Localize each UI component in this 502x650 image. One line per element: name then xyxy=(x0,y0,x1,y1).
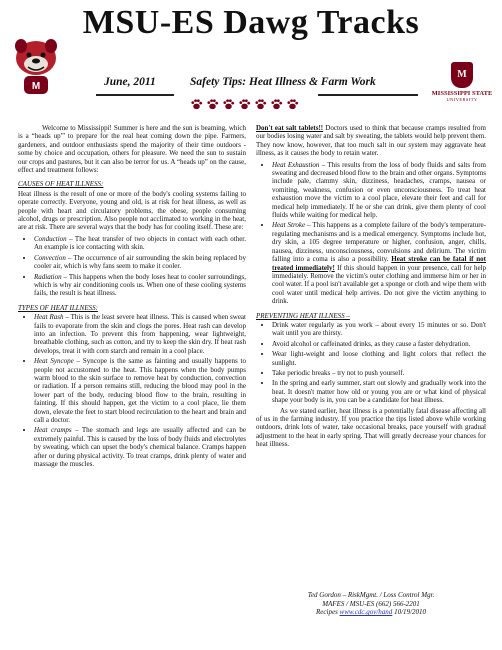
salt-warning: Don't eat salt tablets!! xyxy=(256,124,324,132)
bulldog-mascot-icon xyxy=(6,36,66,100)
paw-print-icon xyxy=(286,98,299,111)
left-column xyxy=(18,124,246,470)
header-rule-left xyxy=(96,94,174,96)
list-item: • Wear light-weight and loose clothing and light colors that reflect the sunlight. xyxy=(272,350,486,367)
msu-shield-icon: M xyxy=(451,62,473,88)
list-item xyxy=(34,313,246,355)
signature-org: MAFES / MSU-ES (662) 566-2201 xyxy=(322,599,420,608)
term: Heat cramps xyxy=(34,426,72,435)
term-text: – Syncope is the same as fainting and usually happens to people not accustomed to the heat. This happens when the body pumps warm blood to the skin surface to remove heat by conduction, convection or radiation. If a person remains still, reducing the blood may pool in the lower part of the body, reducing blood flow to the brain, resulting in fainting. If this should happen, get the victim to a cool place, lie them down, elevate the feet to start blood recirculation to the heart and brain and call a doctor. xyxy=(34,357,246,424)
list-item xyxy=(34,273,246,298)
causes-heading: CAUSES OF HEAT ILLNESS: xyxy=(18,180,104,189)
types-list xyxy=(18,313,246,468)
list-item xyxy=(272,161,486,220)
types-list-continued xyxy=(256,161,486,306)
issue-topic: Safety Tips: Heat Illness & Farm Work xyxy=(190,76,376,88)
paw-print-icon xyxy=(270,98,283,111)
term-text: – This happens as a complete failure of the body's temperature-regulating mechanisms and is a medical emergency. Symptoms include hot, dry skin, a 105 degree temperature or higher, confusion, anger, chills, nausea, dizziness, unconsciousness, convulsions and delirium. The victim falling into a coma is also a possibility. xyxy=(272,221,486,264)
list-item xyxy=(34,426,246,468)
source-date: 10/19/2010 xyxy=(392,608,426,617)
prevent-heading: PREVENTING HEAT ILLNESS – xyxy=(256,311,350,320)
source-link[interactable]: www.cdc.gov/hand xyxy=(339,608,393,617)
causes-list xyxy=(18,235,246,298)
signature-block xyxy=(256,591,486,617)
heat-stroke-warning: Heat stroke can be fatal if not treated immediately! xyxy=(272,255,486,272)
types-heading: TYPES OF HEAT ILLNESS: xyxy=(18,303,98,312)
term: Conduction xyxy=(34,234,67,243)
signature-name: Ted Gordon – RiskMgmt. / Loss Control Mgr. xyxy=(307,591,435,599)
term-text: – The stomach and legs are usually affected and can be extremely painful. This is caused by the loss of body fluids and electrolytes by sweating, which can upset the body's chemical balance. Cramps happen after or during physical activity. To treat cramps, drink plenty of water and massage the muscles. xyxy=(34,426,246,469)
term: Heat Stroke xyxy=(272,221,306,230)
term-text: – This happens when the body loses heat to cooler surroundings, which is why air conditioning cools us. When one of these cooling systems fails, the result is heat illness. xyxy=(34,272,246,298)
list-item xyxy=(34,235,246,252)
logo-name: MISSISSIPPI STATE xyxy=(431,90,493,97)
list-item xyxy=(34,357,246,424)
paw-print-icon xyxy=(206,98,219,111)
list-item: • Avoid alcohol or caffeinated drinks, as they cause a faster dehydration. xyxy=(272,340,486,348)
closing-paragraph: As we stated earlier, heat illness is a potentially fatal disease affecting all of us in the farming industry. If you practice the tips listed above while working outdoors, drink lots of water, take occasional breaks, pace yourself with gradual adjustment to the heat in early spring. That will greatly decrease your chances for heat illness. xyxy=(256,406,486,449)
paw-print-row xyxy=(190,98,300,112)
term-text: – This is the least severe heat illness. This is caused when sweat fails to evaporate from the skin and clogs the pores. Heat rash can develop into an infection. To prevent this from happening, wear lightweight, breathable clothing, such as cotton, and try to keep the skin dry. If heat rash develops, treat it with corn starch and remain in a cool place. xyxy=(34,313,246,355)
causes-paragraph: Heat illness is the result of one or more of the body's cooling systems failing to operate correctly. Everyone, young and old, is at risk for heat illness, as well as people with heart and circulatory problems, the obese, people consuming alcohol, drugs or prescription. Also people not acclimated to working in the heat, are at risk. There are several ways that the body has for cooling itself. These are: xyxy=(18,189,246,232)
paw-print-icon xyxy=(238,98,251,111)
term: Heat Syncope xyxy=(34,357,74,366)
paw-print-icon xyxy=(254,98,267,111)
list-item: • In the spring and early summer, start out slowly and gradually work into the heat. It doesn't matter how old or young you are or what kind of physical shape your body is in, you can be a candidate for heat illness. xyxy=(272,379,486,404)
signature-source xyxy=(256,608,486,617)
msu-logo xyxy=(428,62,496,112)
svg-text:M: M xyxy=(31,81,41,92)
term: Heat Exhaustion xyxy=(272,160,320,169)
salt-text: Doctors used to think that because cramps resulted from our bodies losing water and salt by sweating, the tablets would help prevent them. They now know, however, that too much salt in our system may aggravate heat illness, as it causes the body to retain water. xyxy=(256,124,486,158)
term-text: – This results from the loss of body fluids and salts from sweating and decreased blood flow to the brain and other organs. Symptoms include pale, clammy skin, dizziness, headaches, cramps, nausea or vomiting, weakness, confusion or even unconsciousness. To treat heat exhaustion move the victim to a cool place, elevate their feet and call for medical help immediately. If he or she can drink, give them plenty of cool fluids while waiting for medical help. xyxy=(272,160,486,220)
right-column xyxy=(256,124,486,452)
list-item xyxy=(272,221,486,305)
list-item: • Take periodic breaks – try not to push yourself. xyxy=(272,369,486,377)
term-text: – The heat transfer of two objects in contact with each other. An example is ice contacting with skin. xyxy=(34,234,246,252)
paw-print-icon xyxy=(190,98,203,111)
term-text: – The occurrence of air surrounding the skin being replaced by cooler air, which is why fans seem to make it cooler. xyxy=(34,253,246,271)
intro-paragraph: Welcome to Mississippi! Summer is here and the sun is beaming, which is a “heads up”' to prepare for the real heat coming down the pipe. Farmers, gardeners, and outdoor enthusiasts spend the majority of their time outdoors - some by choice and occupation, others for pleasure. We need the sun to sustain our crops and pastures, but it can also be terror for us. A “heads up” on the cause, effect and treatment follows: xyxy=(18,124,246,175)
logo-sub: UNIVERSITY xyxy=(446,97,478,102)
masthead-title: MSU-ES Dawg Tracks xyxy=(82,4,420,41)
salt-paragraph xyxy=(256,124,486,158)
list-item: • Drink water regularly as you work – about every 15 minutes or so. Don't wait until you are thirsty. xyxy=(272,321,486,338)
list-item xyxy=(34,254,246,271)
term: Heat Rash xyxy=(34,313,64,322)
term-text: If this should happen in your presence, call for help immediately. Remove the victim's outer clothing and immerse him or her in cool water. If a pool isn't available get a sponge or cloth and wipe them with cool water until medical help arrives. Do not give the victim anything to drink. xyxy=(272,263,486,306)
prevent-list xyxy=(256,321,486,405)
header-rule-right xyxy=(318,94,418,96)
term: Radiation xyxy=(34,272,62,281)
term: Convection xyxy=(34,253,66,262)
issue-date: June, 2011 xyxy=(104,76,156,88)
source-prefix: Recipes xyxy=(316,608,340,617)
paw-print-icon xyxy=(222,98,235,111)
